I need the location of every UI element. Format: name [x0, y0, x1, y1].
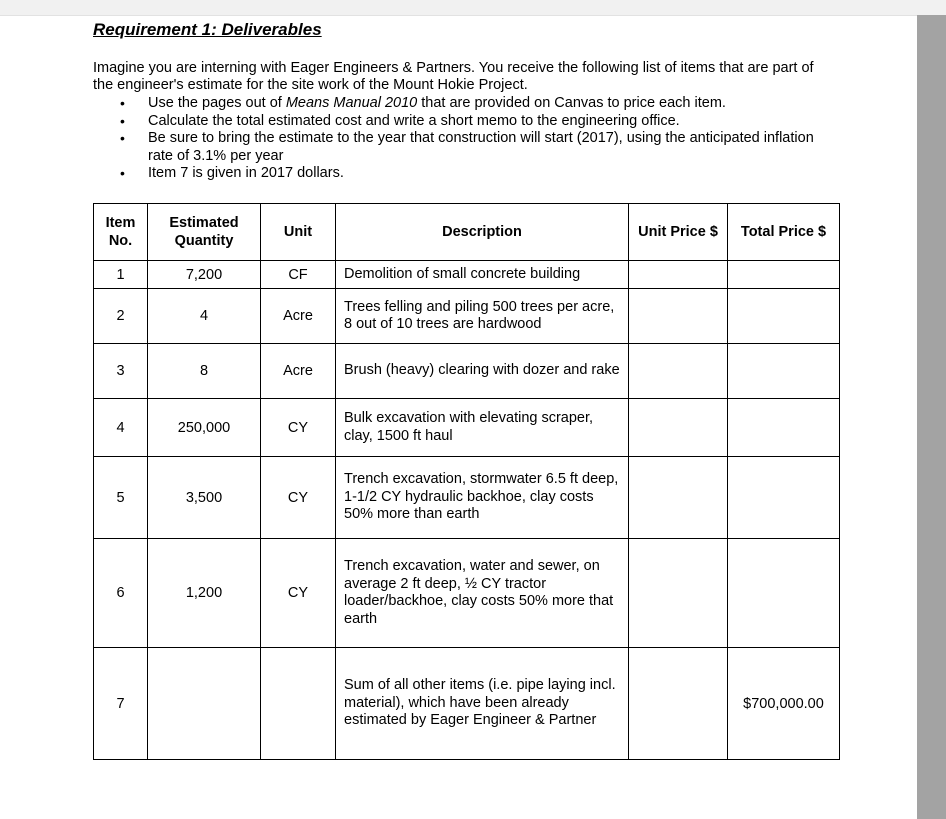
item-no-cell: 4: [94, 399, 148, 457]
unit-price-cell: [629, 261, 728, 289]
unit-cell: CY: [261, 457, 336, 539]
total-price-cell: [728, 344, 840, 399]
bullet-icon: •: [120, 165, 125, 181]
unit-price-cell: [629, 399, 728, 457]
unit-price-cell: [629, 289, 728, 344]
unit-price-cell: [629, 344, 728, 399]
description-cell: Demolition of small concrete building: [336, 261, 629, 289]
header-unit-price: Unit Price $: [629, 204, 728, 261]
unit-cell: Acre: [261, 344, 336, 399]
description-cell: Trench excavation, water and sewer, on average 2 ft deep, ½ CY tractor loader/backhoe, clay costs 50% more that earth: [336, 539, 629, 648]
table-row: [94, 457, 840, 539]
description-cell: Trench excavation, stormwater 6.5 ft deep, 1-1/2 CY hydraulic backhoe, clay costs 50% more than earth: [336, 457, 629, 539]
item-no-cell: 6: [94, 539, 148, 648]
quantity-cell: 3,500: [148, 457, 261, 539]
unit-cell: Acre: [261, 289, 336, 344]
header-unit: Unit: [261, 204, 336, 261]
description-cell: Trees felling and piling 500 trees per acre, 8 out of 10 trees are hardwood: [336, 289, 629, 344]
unit-price-cell: [629, 539, 728, 648]
estimate-table: [93, 203, 840, 760]
quantity-cell: [148, 648, 261, 760]
header-total-price: Total Price $: [728, 204, 840, 261]
unit-cell: CF: [261, 261, 336, 289]
table-row: [94, 648, 840, 760]
bullet-icon: •: [120, 95, 125, 111]
unit-price-cell: [629, 648, 728, 760]
page-title: Requirement 1: Deliverables: [93, 20, 322, 39]
description-cell: Brush (heavy) clearing with dozer and rake: [336, 344, 629, 399]
list-item: • Be sure to bring the estimate to the year that construction will start (2017), using the anticipated inflation rate of 3.1% per year: [120, 130, 814, 164]
unit-price-cell: [629, 457, 728, 539]
table-header-row: [94, 204, 840, 261]
quantity-cell: 8: [148, 344, 261, 399]
table-row: [94, 289, 840, 344]
unit-cell: [261, 648, 336, 760]
quantity-cell: 1,200: [148, 539, 261, 648]
description-cell: Bulk excavation with elevating scraper, clay, 1500 ft haul: [336, 399, 629, 457]
header-description: Description: [336, 204, 629, 261]
header-item-no: Item No.: [94, 204, 148, 261]
item-no-cell: 5: [94, 457, 148, 539]
quantity-cell: 4: [148, 289, 261, 344]
item-no-cell: 7: [94, 648, 148, 760]
total-price-cell: [728, 539, 840, 648]
table-row: [94, 539, 840, 648]
unit-cell: CY: [261, 399, 336, 457]
table-row: [94, 344, 840, 399]
total-price-cell: [728, 399, 840, 457]
total-price-cell: [728, 457, 840, 539]
table-row: [94, 261, 840, 289]
header-quantity: Estimated Quantity: [148, 204, 261, 261]
item-no-cell: 1: [94, 261, 148, 289]
bullet-icon: •: [120, 112, 125, 129]
viewer-top-bar: [0, 0, 946, 16]
quantity-cell: 250,000: [148, 399, 261, 457]
table-row: [94, 399, 840, 457]
scrollbar-track[interactable]: [917, 15, 946, 819]
total-price-cell: $700,000.00: [728, 648, 840, 760]
list-item: • Item 7 is given in 2017 dollars.: [120, 165, 344, 181]
instructions-list: [93, 95, 833, 183]
unit-cell: CY: [261, 539, 336, 648]
list-item: • Calculate the total estimated cost and write a short memo to the engineering office.: [120, 112, 680, 129]
total-price-cell: [728, 289, 840, 344]
description-cell: Sum of all other items (i.e. pipe laying incl. material), which have been already estimated by Eager Engineer & Partner: [336, 648, 629, 760]
total-price-cell: [728, 261, 840, 289]
bullet-icon: •: [120, 130, 125, 146]
item-no-cell: 3: [94, 344, 148, 399]
item-no-cell: 2: [94, 289, 148, 344]
intro-paragraph: Imagine you are interning with Eager Engineers & Partners. You receive the following list of items that are part of the engineer's estimate for the site work of the Mount Hokie Project.: [93, 60, 814, 93]
quantity-cell: 7,200: [148, 261, 261, 289]
list-item: • Use the pages out of Means Manual 2010 that are provided on Canvas to price each item.: [120, 95, 726, 111]
